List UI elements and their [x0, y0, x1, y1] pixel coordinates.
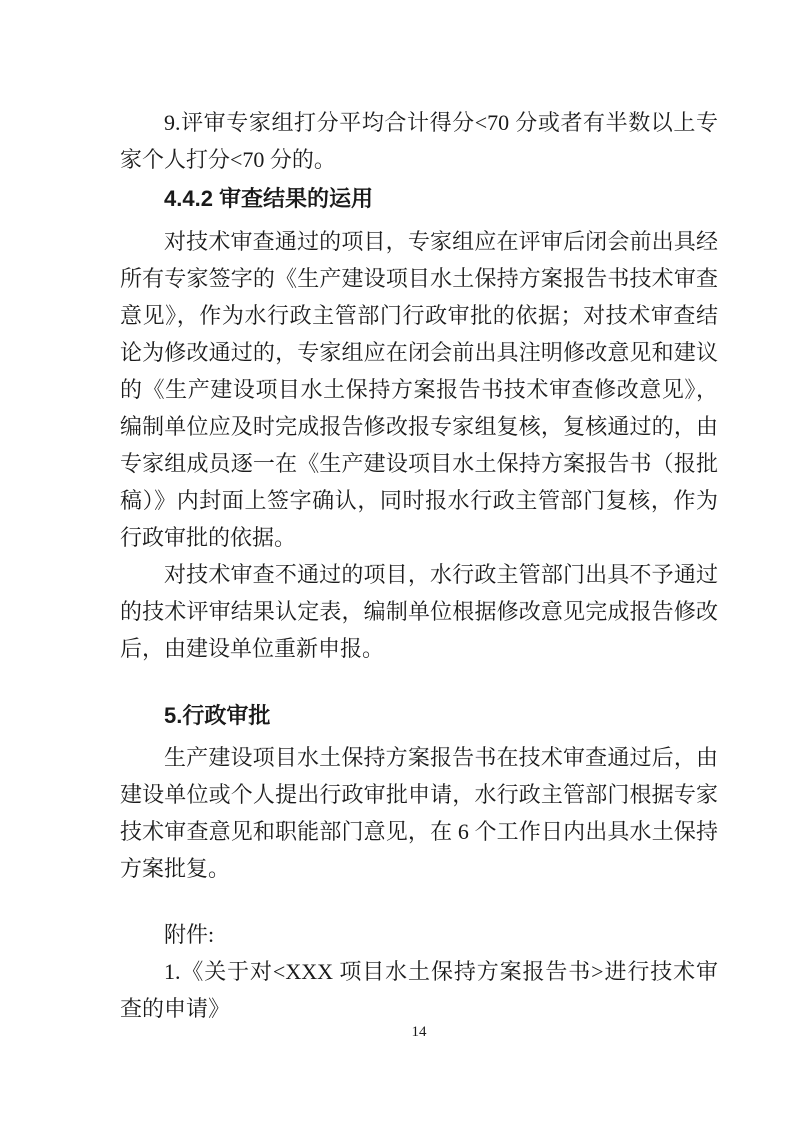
attachments-label: 附件:	[164, 922, 215, 947]
section-heading-5: 5.行政审批	[164, 703, 271, 728]
review-score-item-9: 9.评审专家组打分平均合计得分<70 分或者有半数以上专家个人打分<70 分的。	[120, 110, 718, 172]
section-heading-4-4-2: 4.4.2 审查结果的运用	[164, 186, 374, 211]
page-number: 14	[411, 1024, 427, 1040]
paragraph-admin-approval: 生产建设项目水土保持方案报告书在技术审查通过后，由建设单位或个人提出行政审批申请，水行政主管部门根据专家技术审查意见和职能部门意见，在 6 个工作日内出具水土保持方案批复。	[120, 745, 718, 881]
attachment-item-1: 1.《关于对<XXX 项目水土保持方案报告书>进行技术审查的申请》	[120, 959, 718, 1021]
paragraph-review-passed: 对技术审查通过的项目，专家组应在评审后闭会前出具经所有专家签字的《生产建设项目水土保持方案报告书技术审查意见》，作为水行政主管部门行政审批的依据；对技术审查结论为修改通过的，专家组应在闭会前出具注明修改意见和建议的《生产建设项目水土保持方案报告书技术审查修改意见》，编制单位应及时完成报告修改报专家组复核，复核通过的，由专家组成员逐一在《生产建设项目水土保持方案报告书（报批稿）》内封面上签字确认，同时报水行政主管部门复核，作为行政审批的依据。	[120, 229, 718, 550]
paragraph-review-failed: 对技术审查不通过的项目，水行政主管部门出具不予通过的技术评审结果认定表，编制单位根据修改意见完成报告修改后，由建设单位重新申报。	[120, 562, 718, 661]
